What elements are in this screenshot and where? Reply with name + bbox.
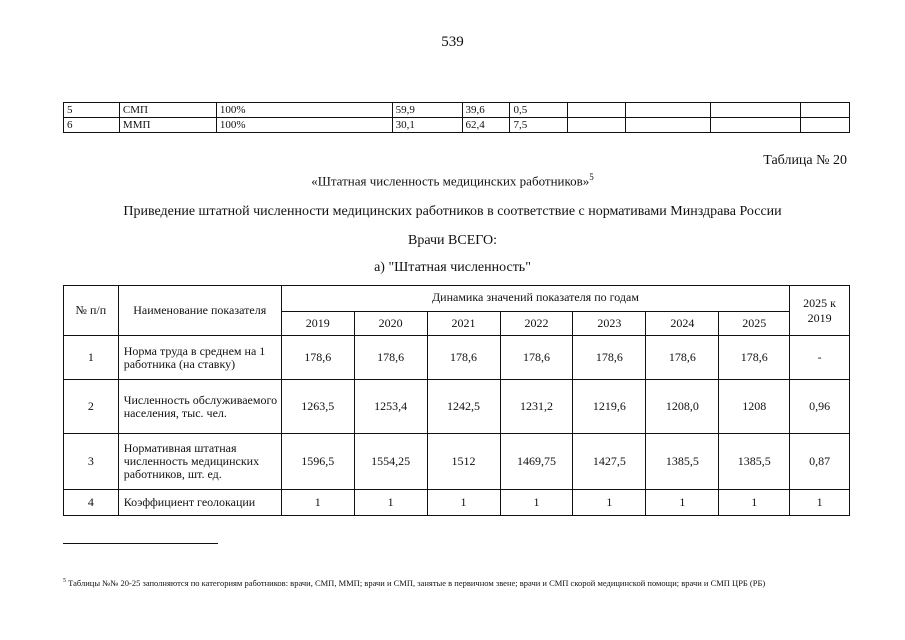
footnote: $^5$ Таблицы №№ 20-25 заполняются по категориям работников: врачи, СМП, ММП; врачи и СМП, занятые в первичном звене; врачи и СМП скорой медицинской помощи; врачи и СМП ЦРБ (РБ) [63, 577, 766, 588]
header-year: 2021 [427, 312, 500, 336]
footnote-divider [63, 543, 218, 544]
row-ratio: - [790, 336, 850, 380]
table-cell [711, 103, 801, 118]
row-value: 1 [500, 490, 573, 516]
heading-normatives: Приведение штатной численности медицинских работников в соответствие с нормативами Минздрава России [123, 204, 782, 219]
table-row [64, 490, 850, 516]
row-num: 1 [64, 336, 119, 380]
table-cell: 7,5 [510, 118, 568, 133]
table-row [64, 380, 850, 434]
row-name: Норма труда в среднем на 1 работника (на ставку) [118, 336, 281, 380]
table-caption: «Штатная численность медицинских работников»$^5$ [311, 172, 594, 189]
row-ratio: 1 [790, 490, 850, 516]
table-row [64, 336, 850, 380]
table-cell: 30,1 [392, 118, 462, 133]
row-value: 1554,25 [354, 434, 427, 490]
row-value: 1208,0 [646, 380, 719, 434]
table-cell: 59,9 [392, 103, 462, 118]
row-value: 1253,4 [354, 380, 427, 434]
row-num: 3 [64, 434, 119, 490]
row-value: 1 [281, 490, 354, 516]
continuation-row [64, 118, 850, 133]
row-name: Нормативная штатная численность медицинских работников, шт. ед. [118, 434, 281, 490]
table-cell: 62,4 [462, 118, 510, 133]
table-cell: 6 [64, 118, 120, 133]
table-cell [568, 103, 626, 118]
table-cell [568, 118, 626, 133]
row-value: 1 [573, 490, 646, 516]
table-cell [626, 103, 711, 118]
heading-staff-count: а) "Штатная численность" [374, 260, 531, 275]
table-row [64, 434, 850, 490]
header-dynamics: Динамика значений показателя по годам [281, 286, 789, 312]
continuation-table [63, 102, 850, 133]
header-name: Наименование показателя [118, 286, 281, 336]
row-value: 1596,5 [281, 434, 354, 490]
row-value: 1231,2 [500, 380, 573, 434]
row-value: 1469,75 [500, 434, 573, 490]
row-value: 178,6 [719, 336, 790, 380]
table-cell: 0,5 [510, 103, 568, 118]
row-value: 1219,6 [573, 380, 646, 434]
table-cell [711, 118, 801, 133]
row-value: 1 [646, 490, 719, 516]
row-value: 1242,5 [427, 380, 500, 434]
table-cell: 39,6 [462, 103, 510, 118]
row-value: 1 [427, 490, 500, 516]
row-value: 178,6 [427, 336, 500, 380]
row-value: 1427,5 [573, 434, 646, 490]
row-value: 178,6 [646, 336, 719, 380]
row-value: 178,6 [281, 336, 354, 380]
table-cell: СМП [119, 103, 216, 118]
header-year: 2024 [646, 312, 719, 336]
row-value: 178,6 [354, 336, 427, 380]
table-cell: 100% [216, 103, 392, 118]
continuation-row [64, 103, 850, 118]
row-name: Численность обслуживаемого населения, тыс. чел. [118, 380, 281, 434]
header-year: 2022 [500, 312, 573, 336]
page-number: 539 [441, 34, 464, 50]
header-ratio: 2025 к 2019 [790, 286, 850, 336]
row-value: 1512 [427, 434, 500, 490]
row-value: 1385,5 [646, 434, 719, 490]
staff-table [63, 285, 850, 516]
header-year: 2023 [573, 312, 646, 336]
header-year: 2019 [281, 312, 354, 336]
table-cell: 5 [64, 103, 120, 118]
row-value: 178,6 [573, 336, 646, 380]
row-value: 1 [719, 490, 790, 516]
row-value: 178,6 [500, 336, 573, 380]
table-number: Таблица № 20 [763, 153, 847, 168]
table-cell [801, 118, 850, 133]
row-ratio: 0,96 [790, 380, 850, 434]
heading-doctors-total: Врачи ВСЕГО: [408, 233, 497, 248]
row-value: 1263,5 [281, 380, 354, 434]
row-value: 1 [354, 490, 427, 516]
row-value: 1385,5 [719, 434, 790, 490]
header-year: 2025 [719, 312, 790, 336]
header-num: № п/п [64, 286, 119, 336]
row-num: 4 [64, 490, 119, 516]
header-year: 2020 [354, 312, 427, 336]
table-cell [801, 103, 850, 118]
row-value: 1208 [719, 380, 790, 434]
table-cell [626, 118, 711, 133]
table-cell: 100% [216, 118, 392, 133]
row-num: 2 [64, 380, 119, 434]
row-name: Коэффициент геолокации [118, 490, 281, 516]
row-ratio: 0,87 [790, 434, 850, 490]
table-cell: ММП [119, 118, 216, 133]
